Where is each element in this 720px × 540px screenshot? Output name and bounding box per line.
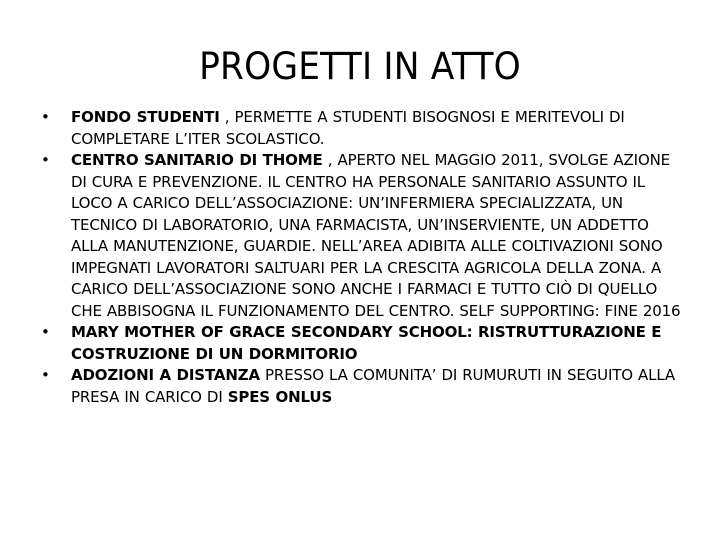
bullet-org-name: SPES ONLUS [227,387,333,406]
bullet-heading: ADOZIONI A DISTANZA [71,366,260,384]
bullet-icon: • [41,108,50,126]
slide-title: PROGETTI IN ATTO [199,45,521,88]
bullet-icon: • [41,366,50,384]
bullet-heading: CENTRO SANITARIO DI THOME [71,151,323,169]
bullet-heading: MARY MOTHER OF GRACE SECONDARY SCHOOL: RISTRUTTURAZIONE E COSTRUZIONE DI UN DORMITORIO [71,323,662,363]
bullet-item-fondo-studenti [41,107,681,150]
bullet-icon: • [41,151,50,169]
bullet-list [41,107,681,408]
bullet-text: , APERTO NEL MAGGIO 2011, SVOLGE AZIONE DI CURA E PREVENZIONE. IL CENTRO HA PERSONALE SANITARIO ASSUNTO IL LOCO A CARICO DELL’ASSOCIAZIONE: UN’INFERMIERA SPECIALIZZATA, UN TECNICO DI LABORATORIO, UNA FARMACISTA, UN’INSERVIENTE, UN ADDETTO ALLA MANUTENZIONE, GUARDIE. NELL’AREA ADIBITA ALLE COLTIVAZIONI SONO IMPEGNATI LAVORATORI SALTUARI PER LA CRESCITA AGRICOLA DELLA ZONA. A CARICO DELL’ASSOCIAZIONE SONO ANCHE I FARMACI E TUTTO CIÒ DI QUELLO CHE ABBISOGNA IL FUNZIONAMENTO DEL CENTRO. SELF SUPPORTING: FINE 2016 [71,151,681,320]
bullet-item-mary-mother-school [41,322,681,365]
bullet-item-centro-sanitario [41,150,681,322]
bullet-text: , PERMETTE A STUDENTI BISOGNOSI E MERITEVOLI DI COMPLETARE L’ITER SCOLASTICO. [71,108,625,148]
bullet-text: PRESSO LA COMUNITA’ DI RUMURUTI IN SEGUITO ALLA PRESA IN CARICO DI [71,366,676,406]
bullet-item-adozioni-a-distanza [41,365,681,408]
bullet-icon: • [41,323,50,341]
bullet-heading: FONDO STUDENTI [71,108,220,126]
